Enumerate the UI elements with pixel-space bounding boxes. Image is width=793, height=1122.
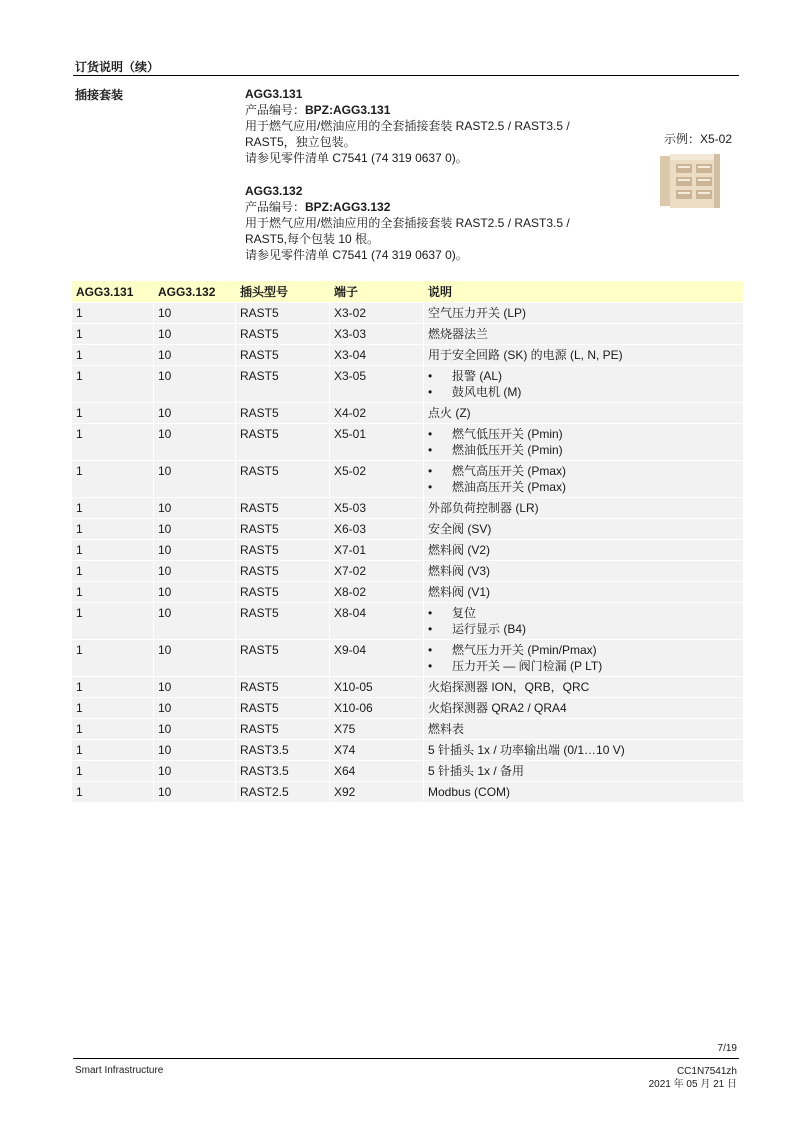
description-cell (424, 345, 744, 365)
description-text: 5 针插头 1x / 备用 (428, 764, 525, 778)
footer-doc-info (649, 1065, 737, 1091)
qty-agg3-131-cell: 1 (72, 719, 154, 739)
qty-agg3-131-cell: 1 (72, 561, 154, 581)
description-bullet-list (428, 605, 739, 637)
description-cell (424, 698, 744, 718)
qty-agg3-131-cell: 1 (72, 677, 154, 697)
terminal-cell: X3-05 (330, 366, 424, 402)
terminal-cell: X10-06 (330, 698, 424, 718)
qty-agg3-132-cell: 10 (154, 761, 236, 781)
description-text: 火焰探测器 ION，QRB，QRC (428, 680, 590, 694)
terminal-cell: X7-01 (330, 540, 424, 560)
plug-type-cell: RAST3.5 (236, 761, 330, 781)
qty-agg3-132-cell: 10 (154, 366, 236, 402)
qty-agg3-131-cell: 1 (72, 782, 154, 802)
table-row (72, 677, 744, 697)
description-bullet-list (428, 368, 739, 400)
qty-agg3-131-cell: 1 (72, 461, 154, 497)
header-description: 说明 (424, 281, 744, 302)
description-bullet-item: • 燃气高压开关 (Pmax) (428, 463, 739, 479)
footer-date: 2021 年 05 月 21 日 (648, 1079, 737, 1090)
description-bullet-item: • 鼓风电机 (M) (428, 384, 739, 400)
plug-type-cell: RAST5 (236, 540, 330, 560)
qty-agg3-132-cell: 10 (154, 540, 236, 560)
section-label: 插接套装 (75, 88, 124, 102)
plug-type-cell: RAST5 (236, 640, 330, 676)
terminal-cell: X92 (330, 782, 424, 802)
description-cell (424, 324, 744, 344)
footer-doc-id: CC1N7541zh (676, 1066, 737, 1077)
qty-agg3-132-cell: 10 (154, 719, 236, 739)
qty-agg3-132-cell: 10 (154, 324, 236, 344)
plug-type-cell: RAST5 (236, 519, 330, 539)
terminal-cell: X64 (330, 761, 424, 781)
description-cell (424, 582, 744, 602)
table-row (72, 761, 744, 781)
parts-table (72, 280, 744, 803)
product-code (245, 199, 570, 215)
header-agg3-132: AGG3.132 (154, 281, 236, 302)
table-row (72, 640, 744, 676)
terminal-cell: X8-04 (330, 603, 424, 639)
plug-type-cell: RAST5 (236, 719, 330, 739)
table-row (72, 582, 744, 602)
description-cell (424, 424, 744, 460)
plug-type-cell: RAST5 (236, 582, 330, 602)
plug-type-cell: RAST5 (236, 677, 330, 697)
terminal-cell: X9-04 (330, 640, 424, 676)
terminal-cell: X5-01 (330, 424, 424, 460)
table-row (72, 424, 744, 460)
description-text: 空气压力开关 (LP) (428, 306, 527, 320)
description-text: Modbus (COM) (428, 785, 511, 799)
qty-agg3-132-cell: 10 (154, 303, 236, 323)
qty-agg3-131-cell: 1 (72, 424, 154, 460)
qty-agg3-131-cell: 1 (72, 603, 154, 639)
description-cell (424, 677, 744, 697)
qty-agg3-132-cell: 10 (154, 640, 236, 676)
page-number: 7/19 (717, 1043, 737, 1054)
table-row (72, 698, 744, 718)
qty-agg3-132-cell: 10 (154, 782, 236, 802)
table-row (72, 519, 744, 539)
description-bullet-item: • 压力开关 — 阀门检漏 (P LT) (428, 658, 739, 674)
plug-type-cell: RAST2.5 (236, 782, 330, 802)
terminal-cell: X3-02 (330, 303, 424, 323)
header-plug-type: 插头型号 (236, 281, 330, 302)
description-bullet-item: • 燃气压力开关 (Pmin/Pmax) (428, 642, 739, 658)
table-row (72, 782, 744, 802)
qty-agg3-132-cell: 10 (154, 582, 236, 602)
description-cell (424, 761, 744, 781)
description-bullet-list (428, 426, 739, 458)
product-code-value: BPZ:AGG3.131 (305, 103, 391, 117)
table-row (72, 461, 744, 497)
footer-company: Smart Infrastructure (75, 1065, 164, 1076)
table-row (72, 603, 744, 639)
product-code (245, 102, 570, 118)
description-text: 安全阀 (SV) (428, 522, 492, 536)
table-header-row (72, 281, 744, 302)
qty-agg3-131-cell: 1 (72, 761, 154, 781)
description-text: 燃料阀 (V2) (428, 543, 491, 557)
description-text: 燃料阀 (V1) (428, 585, 491, 599)
product-description-line: 用于燃气应用/燃油应用的全套插接套装 RAST2.5 / RAST3.5 / (245, 119, 570, 133)
qty-agg3-132-cell: 10 (154, 740, 236, 760)
table-row (72, 324, 744, 344)
product-description-line: RAST5,每个包装 10 根。 (245, 232, 380, 246)
header-agg3-131: AGG3.131 (72, 281, 154, 302)
qty-agg3-132-cell: 10 (154, 519, 236, 539)
description-text: 外部负荷控制器 (LR) (428, 501, 539, 515)
qty-agg3-131-cell: 1 (72, 740, 154, 760)
plug-type-cell: RAST5 (236, 698, 330, 718)
terminal-cell: X75 (330, 719, 424, 739)
qty-agg3-132-cell: 10 (154, 403, 236, 423)
product-block-agg3-131 (245, 86, 570, 166)
qty-agg3-132-cell: 10 (154, 345, 236, 365)
table-row (72, 345, 744, 365)
description-cell (424, 461, 744, 497)
qty-agg3-131-cell: 1 (72, 366, 154, 402)
product-reference: 请参见零件清单 C7541 (74 319 0637 0)。 (245, 248, 468, 262)
description-cell (424, 519, 744, 539)
product-code-prefix: 产品编号： (245, 103, 306, 117)
description-bullet-item: • 运行显示 (B4) (428, 621, 739, 637)
qty-agg3-131-cell: 1 (72, 519, 154, 539)
product-description-line: RAST5，独立包装。 (245, 135, 356, 149)
plug-type-cell: RAST3.5 (236, 740, 330, 760)
table-row (72, 719, 744, 739)
qty-agg3-132-cell: 10 (154, 461, 236, 497)
parts-table-body (72, 303, 744, 802)
qty-agg3-131-cell: 1 (72, 540, 154, 560)
description-text: 5 针插头 1x / 功率输出端 (0/1…10 V) (428, 743, 625, 757)
product-reference: 请参见零件清单 C7541 (74 319 0637 0)。 (245, 151, 468, 165)
qty-agg3-132-cell: 10 (154, 677, 236, 697)
description-cell (424, 403, 744, 423)
terminal-cell: X3-04 (330, 345, 424, 365)
terminal-cell: X5-02 (330, 461, 424, 497)
plug-type-cell: RAST5 (236, 561, 330, 581)
product-code-prefix: 产品编号： (245, 200, 306, 214)
terminal-cell: X74 (330, 740, 424, 760)
plug-type-cell: RAST5 (236, 424, 330, 460)
terminal-cell: X7-02 (330, 561, 424, 581)
product-name: AGG3.131 (245, 87, 303, 101)
terminal-cell: X4-02 (330, 403, 424, 423)
description-cell (424, 303, 744, 323)
description-bullet-item: • 燃油低压开关 (Pmin) (428, 442, 739, 458)
description-bullet-item: • 复位 (428, 605, 739, 621)
description-cell (424, 561, 744, 581)
terminal-cell: X10-05 (330, 677, 424, 697)
description-cell (424, 540, 744, 560)
product-block-agg3-132 (245, 183, 570, 263)
table-row (72, 403, 744, 423)
qty-agg3-132-cell: 10 (154, 698, 236, 718)
qty-agg3-131-cell: 1 (72, 345, 154, 365)
terminal-cell: X5-03 (330, 498, 424, 518)
qty-agg3-131-cell: 1 (72, 324, 154, 344)
terminal-cell: X6-03 (330, 519, 424, 539)
description-bullet-list (428, 642, 739, 674)
description-bullet-item: • 燃油高压开关 (Pmax) (428, 479, 739, 495)
description-bullet-list (428, 463, 739, 495)
qty-agg3-132-cell: 10 (154, 424, 236, 460)
table-row (72, 561, 744, 581)
description-text: 燃料表 (428, 722, 465, 736)
qty-agg3-131-cell: 1 (72, 698, 154, 718)
footer-divider (73, 1058, 739, 1059)
plug-type-cell: RAST5 (236, 498, 330, 518)
description-text: 燃料阀 (V3) (428, 564, 491, 578)
plug-type-cell: RAST5 (236, 324, 330, 344)
description-text: 火焰探测器 QRA2 / QRA4 (428, 701, 567, 715)
heading-divider (73, 75, 739, 76)
description-cell (424, 719, 744, 739)
table-row (72, 740, 744, 760)
description-bullet-item: • 报警 (AL) (428, 368, 739, 384)
description-text: 燃烧器法兰 (428, 327, 489, 341)
table-row (72, 303, 744, 323)
terminal-cell: X8-02 (330, 582, 424, 602)
description-text: 点火 (Z) (428, 406, 471, 420)
product-code-value: BPZ:AGG3.132 (305, 200, 391, 214)
terminal-cell: X3-03 (330, 324, 424, 344)
description-text: 用于安全回路 (SK) 的电源 (L, N, PE) (428, 348, 623, 362)
description-cell (424, 603, 744, 639)
example-caption: 示例：X5-02 (664, 132, 733, 146)
qty-agg3-131-cell: 1 (72, 303, 154, 323)
description-cell (424, 782, 744, 802)
plug-type-cell: RAST5 (236, 303, 330, 323)
plug-type-cell: RAST5 (236, 345, 330, 365)
qty-agg3-131-cell: 1 (72, 498, 154, 518)
connector-plug-image (658, 152, 726, 210)
qty-agg3-131-cell: 1 (72, 582, 154, 602)
table-row (72, 540, 744, 560)
header-terminal: 端子 (330, 281, 424, 302)
qty-agg3-131-cell: 1 (72, 640, 154, 676)
plug-type-cell: RAST5 (236, 461, 330, 497)
description-cell (424, 366, 744, 402)
plug-type-cell: RAST5 (236, 403, 330, 423)
qty-agg3-131-cell: 1 (72, 403, 154, 423)
description-cell (424, 498, 744, 518)
description-cell (424, 740, 744, 760)
product-description-line: 用于燃气应用/燃油应用的全套插接套装 RAST2.5 / RAST3.5 / (245, 216, 570, 230)
table-row (72, 498, 744, 518)
table-row (72, 366, 744, 402)
qty-agg3-132-cell: 10 (154, 603, 236, 639)
page-heading: 订货说明（续） (75, 60, 160, 74)
product-name: AGG3.132 (245, 184, 303, 198)
description-cell (424, 640, 744, 676)
qty-agg3-132-cell: 10 (154, 498, 236, 518)
description-bullet-item: • 燃气低压开关 (Pmin) (428, 426, 739, 442)
plug-type-cell: RAST5 (236, 366, 330, 402)
qty-agg3-132-cell: 10 (154, 561, 236, 581)
plug-type-cell: RAST5 (236, 603, 330, 639)
